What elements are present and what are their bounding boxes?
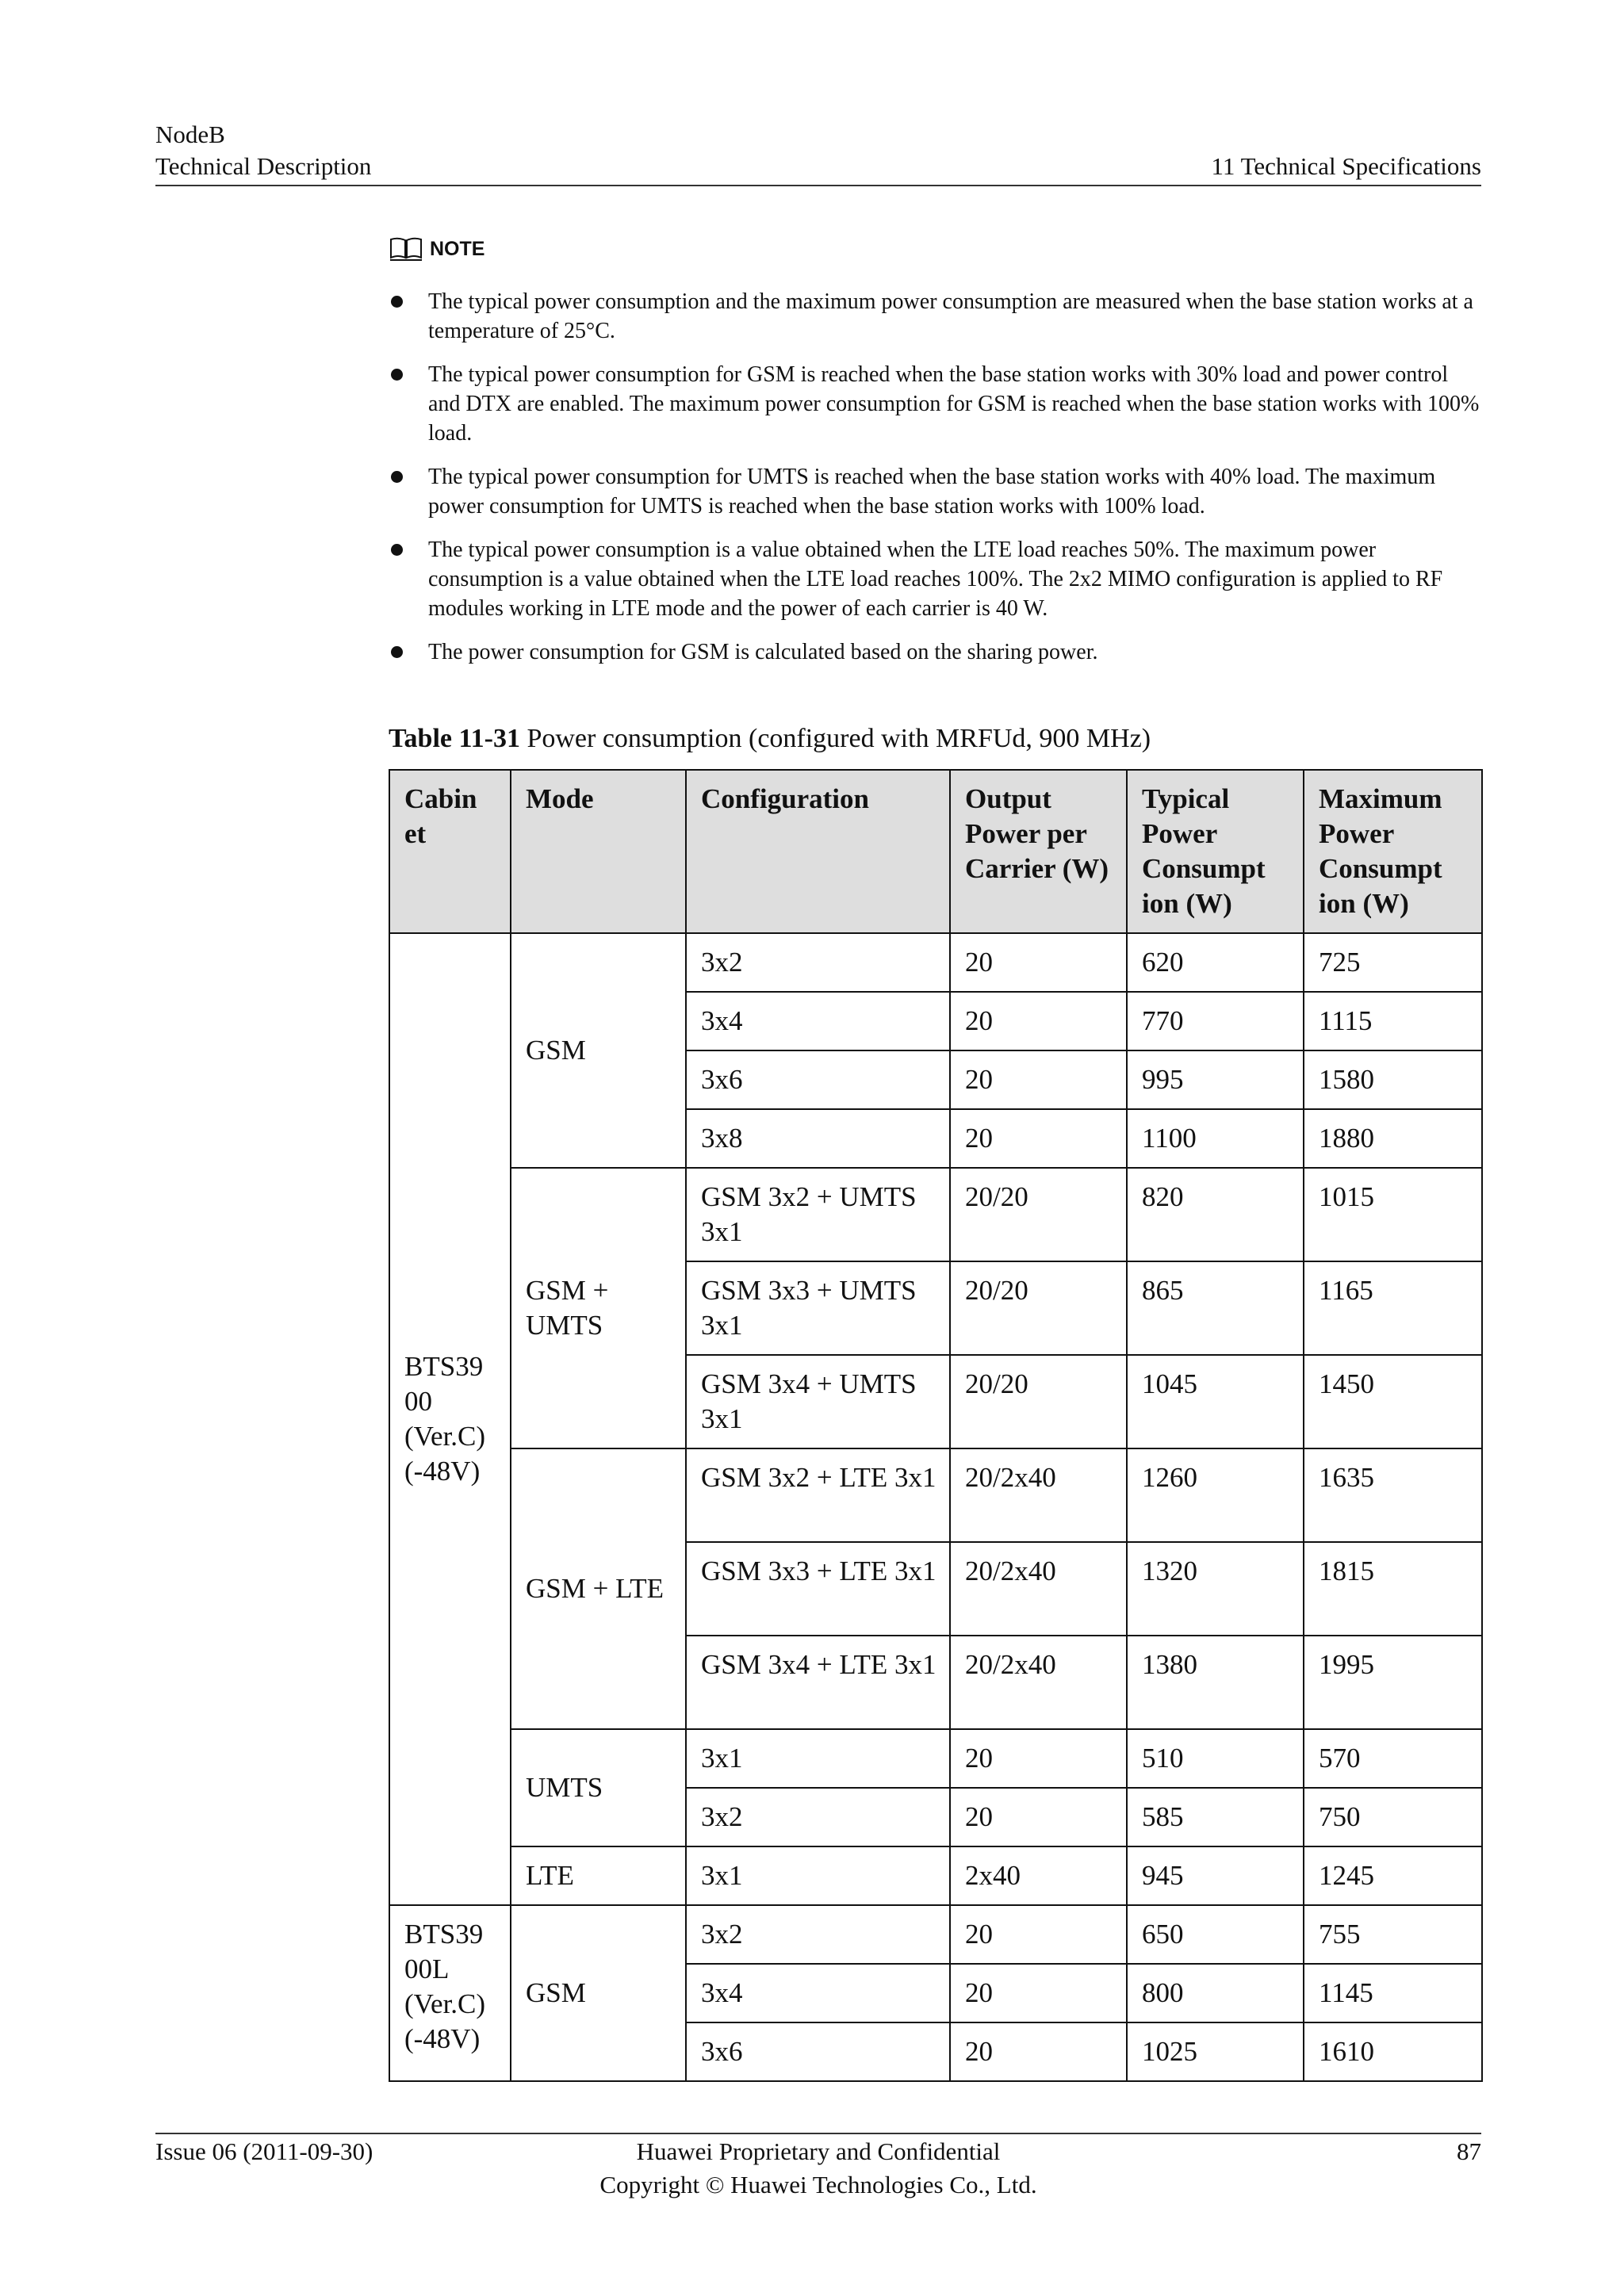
header-chapter: 11 Technical Specifications (1211, 152, 1481, 180)
config-cell: 3x6 (686, 1050, 950, 1109)
typical-cell: 650 (1127, 1905, 1304, 1964)
config-cell: 3x1 (686, 1846, 950, 1905)
table-title: Power consumption (configured with MRFUd, 900 MHz) (519, 724, 1151, 753)
output-cell: 20/2x40 (950, 1636, 1127, 1729)
table-row (389, 933, 1482, 992)
table-row (389, 1729, 1482, 1788)
output-cell: 20/20 (950, 1168, 1127, 1261)
max-cell: 570 (1304, 1729, 1482, 1788)
config-cell: GSM 3x3 + LTE 3x1 (686, 1542, 950, 1636)
header-maximum-power: Maximum Power Consumpt ion (W) (1304, 770, 1482, 933)
bullet-icon (389, 462, 428, 521)
config-cell: 3x6 (686, 2022, 950, 2081)
footer-page-number: 87 (1457, 2137, 1481, 2165)
config-cell: 3x2 (686, 1788, 950, 1846)
table-row (389, 1846, 1482, 1905)
max-cell: 1450 (1304, 1355, 1482, 1448)
typical-cell: 585 (1127, 1788, 1304, 1846)
bullet-icon (389, 360, 428, 448)
output-cell: 20 (950, 1109, 1127, 1168)
config-cell: GSM 3x3 + UMTS 3x1 (686, 1261, 950, 1355)
mode-cell: GSM + UMTS (511, 1168, 686, 1448)
header-typical-power: Typical Power Consumpt ion (W) (1127, 770, 1304, 933)
typical-cell: 620 (1127, 933, 1304, 992)
max-cell: 1815 (1304, 1542, 1482, 1636)
power-consumption-table (389, 769, 1483, 2082)
mode-cell: GSM (511, 1905, 686, 2081)
footer-copyright: Copyright © Huawei Technologies Co., Ltd. (599, 2171, 1037, 2198)
output-cell: 20/2x40 (950, 1542, 1127, 1636)
config-cell: 3x8 (686, 1109, 950, 1168)
note-label: NOTE (430, 237, 485, 260)
note-item (389, 535, 1481, 623)
page-header (155, 119, 1481, 182)
max-cell: 1610 (1304, 2022, 1482, 2081)
table-row (389, 1905, 1482, 1964)
config-cell: 3x4 (686, 992, 950, 1050)
mode-cell: GSM + LTE (511, 1448, 686, 1729)
table-row (389, 1448, 1482, 1542)
output-cell: 20 (950, 1050, 1127, 1109)
bullet-icon (389, 535, 428, 623)
max-cell: 750 (1304, 1788, 1482, 1846)
max-cell: 1245 (1304, 1846, 1482, 1905)
typical-cell: 945 (1127, 1846, 1304, 1905)
output-cell: 20/20 (950, 1355, 1127, 1448)
config-cell: 3x1 (686, 1729, 950, 1788)
typical-cell: 1380 (1127, 1636, 1304, 1729)
footer-center (155, 2135, 1481, 2202)
config-cell: 3x2 (686, 933, 950, 992)
output-cell: 20 (950, 992, 1127, 1050)
output-cell: 20 (950, 1788, 1127, 1846)
config-cell: GSM 3x2 + UMTS 3x1 (686, 1168, 950, 1261)
max-cell: 1880 (1304, 1109, 1482, 1168)
table-number: Table 11-31 (389, 724, 520, 753)
note-item (389, 637, 1481, 667)
max-cell: 1165 (1304, 1261, 1482, 1355)
book-icon (389, 236, 423, 262)
max-cell: 1115 (1304, 992, 1482, 1050)
config-cell: GSM 3x4 + LTE 3x1 (686, 1636, 950, 1729)
output-cell: 2x40 (950, 1846, 1127, 1905)
max-cell: 1015 (1304, 1168, 1482, 1261)
typical-cell: 1100 (1127, 1109, 1304, 1168)
max-cell: 725 (1304, 933, 1482, 992)
bullet-icon (389, 637, 428, 667)
table-header-row (389, 770, 1482, 933)
header-divider (155, 185, 1481, 186)
mode-cell: UMTS (511, 1729, 686, 1846)
note-heading (389, 236, 485, 262)
config-cell: 3x4 (686, 1964, 950, 2022)
note-list (389, 287, 1481, 681)
config-cell: 3x2 (686, 1905, 950, 1964)
typical-cell: 1045 (1127, 1355, 1304, 1448)
max-cell: 755 (1304, 1905, 1482, 1964)
table-caption (389, 721, 1151, 756)
output-cell: 20 (950, 933, 1127, 992)
max-cell: 1995 (1304, 1636, 1482, 1729)
header-product: NodeB (155, 121, 225, 148)
typical-cell: 510 (1127, 1729, 1304, 1788)
header-doc-title: Technical Description (155, 152, 372, 180)
output-cell: 20/2x40 (950, 1448, 1127, 1542)
typical-cell: 1320 (1127, 1542, 1304, 1636)
mode-cell: GSM (511, 933, 686, 1168)
cabinet-cell: BTS39 00L (Ver.C) (-48V) (389, 1905, 511, 2081)
output-cell: 20 (950, 2022, 1127, 2081)
note-text: The typical power consumption for UMTS is reached when the base station works with 40% load. The maximum power consumption for UMTS is reached when the base station works with 100% load. (428, 465, 1436, 519)
output-cell: 20 (950, 1729, 1127, 1788)
header-output-power: Output Power per Carrier (W) (950, 770, 1127, 933)
typical-cell: 1260 (1127, 1448, 1304, 1542)
note-text: The typical power consumption for GSM is reached when the base station works with 30% load and power control and DTX are enabled. The maximum power consumption for GSM is reached when the base station works with 100% load. (428, 362, 1480, 446)
max-cell: 1145 (1304, 1964, 1482, 2022)
typical-cell: 820 (1127, 1168, 1304, 1261)
header-configuration: Configuration (686, 770, 950, 933)
note-text: The typical power consumption is a value obtained when the LTE load reaches 50%. The maximum power consumption is a value obtained when the LTE load reaches 100%. The 2x2 MIMO configuration is applied to RF modules working in LTE mode and the power of each carrier is 40 W. (428, 538, 1443, 621)
typical-cell: 1025 (1127, 2022, 1304, 2081)
table-row (389, 1168, 1482, 1261)
footer-proprietary: Huawei Proprietary and Confidential (636, 2137, 1001, 2165)
note-text: The power consumption for GSM is calculated based on the sharing power. (428, 640, 1098, 664)
typical-cell: 770 (1127, 992, 1304, 1050)
max-cell: 1580 (1304, 1050, 1482, 1109)
bullet-icon (389, 287, 428, 346)
config-cell: GSM 3x2 + LTE 3x1 (686, 1448, 950, 1542)
typical-cell: 865 (1127, 1261, 1304, 1355)
header-mode: Mode (511, 770, 686, 933)
max-cell: 1635 (1304, 1448, 1482, 1542)
note-text: The typical power consumption and the maximum power consumption are measured when the base station works at a temperature of 25°C. (428, 289, 1473, 343)
note-item (389, 287, 1481, 346)
note-item (389, 360, 1481, 448)
config-cell: GSM 3x4 + UMTS 3x1 (686, 1355, 950, 1448)
mode-cell: LTE (511, 1846, 686, 1905)
footer-divider (155, 2133, 1481, 2134)
cabinet-cell: BTS39 00 (Ver.C) (-48V) (389, 933, 511, 1905)
header-cabinet: Cabin et (389, 770, 511, 933)
output-cell: 20 (950, 1964, 1127, 2022)
footer-issue: Issue 06 (2011-09-30) (155, 2137, 373, 2165)
typical-cell: 995 (1127, 1050, 1304, 1109)
output-cell: 20/20 (950, 1261, 1127, 1355)
typical-cell: 800 (1127, 1964, 1304, 2022)
note-item (389, 462, 1481, 521)
output-cell: 20 (950, 1905, 1127, 1964)
